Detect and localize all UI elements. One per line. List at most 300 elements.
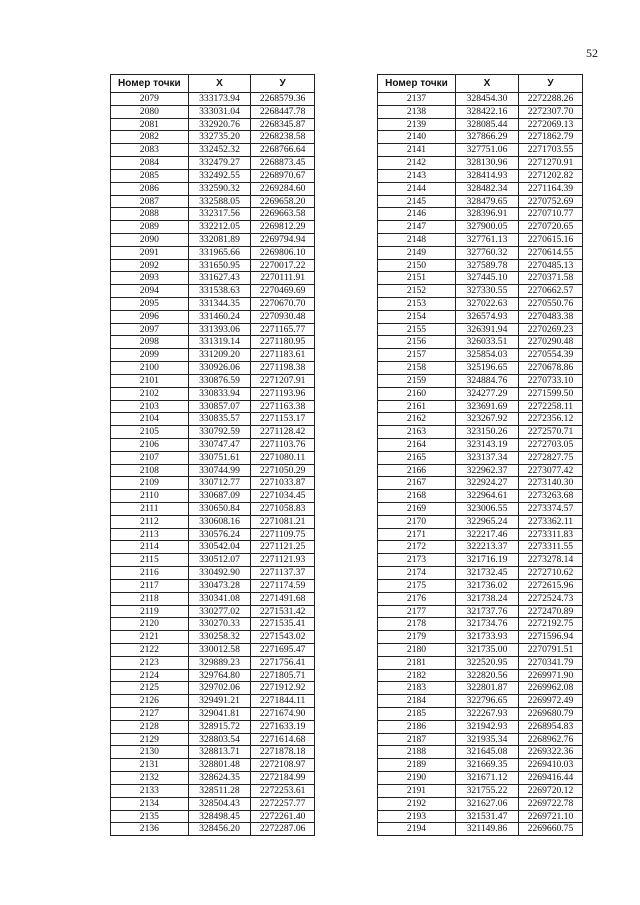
point-number-cell: 2193 (378, 810, 456, 823)
x-cell: 327760.32 (456, 246, 519, 259)
table-row (378, 387, 583, 400)
y-cell: 2271844.11 (251, 695, 315, 708)
table-row (378, 131, 583, 144)
point-number-cell: 2121 (111, 631, 189, 644)
table-row (378, 733, 583, 746)
x-cell: 333031.04 (188, 105, 251, 118)
x-cell: 325854.03 (456, 349, 519, 362)
y-cell: 2271207.91 (251, 374, 315, 387)
y-cell: 2271137.37 (251, 567, 315, 580)
y-cell: 2268873.45 (251, 157, 315, 170)
x-cell: 332212.05 (188, 221, 251, 234)
y-cell: 2268447.78 (251, 105, 315, 118)
table-row (111, 823, 315, 836)
point-number-cell: 2142 (378, 157, 456, 170)
y-cell: 2273311.55 (519, 541, 583, 554)
table-row (378, 618, 583, 631)
table-row (378, 298, 583, 311)
point-number-cell: 2106 (111, 438, 189, 451)
table-row (111, 810, 315, 823)
x-cell: 328454.30 (456, 93, 519, 106)
y-cell: 2271121.93 (251, 554, 315, 567)
x-cell: 325196.65 (456, 362, 519, 375)
x-cell: 328414.93 (456, 169, 519, 182)
y-cell: 2270554.39 (519, 349, 583, 362)
x-cell: 328085.44 (456, 118, 519, 131)
point-number-cell: 2084 (111, 157, 189, 170)
table-row (111, 400, 315, 413)
point-number-cell: 2088 (111, 208, 189, 221)
y-cell: 2272108.97 (251, 759, 315, 772)
y-cell: 2272524.73 (519, 592, 583, 605)
y-cell: 2270752.69 (519, 195, 583, 208)
point-number-cell: 2126 (111, 695, 189, 708)
point-number-cell: 2099 (111, 349, 189, 362)
x-cell: 332317.56 (188, 208, 251, 221)
x-cell: 332588.05 (188, 195, 251, 208)
point-number-cell: 2115 (111, 554, 189, 567)
x-cell: 331538.63 (188, 285, 251, 298)
point-number-cell: 2182 (378, 669, 456, 682)
y-cell: 2270615.16 (519, 233, 583, 246)
x-cell: 330687.09 (188, 490, 251, 503)
table-row (378, 759, 583, 772)
table-row (378, 720, 583, 733)
table-row (378, 105, 583, 118)
x-cell: 330712.77 (188, 477, 251, 490)
x-cell: 328511.28 (188, 784, 251, 797)
y-cell: 2269794.94 (251, 233, 315, 246)
y-cell: 2272307.70 (519, 105, 583, 118)
point-number-cell: 2171 (378, 528, 456, 541)
table-row (111, 438, 315, 451)
y-cell: 2270483.38 (519, 310, 583, 323)
table-row (111, 310, 315, 323)
point-number-cell: 2114 (111, 541, 189, 554)
table-row (378, 528, 583, 541)
y-cell: 2269322.36 (519, 746, 583, 759)
y-cell: 2269663.58 (251, 208, 315, 221)
y-cell: 2273278.14 (519, 554, 583, 567)
point-number-cell: 2188 (378, 746, 456, 759)
x-cell: 331393.06 (188, 323, 251, 336)
x-cell: 322801.87 (456, 682, 519, 695)
table-row (378, 438, 583, 451)
point-number-cell: 2183 (378, 682, 456, 695)
table-row (378, 669, 583, 682)
x-cell: 321735.00 (456, 643, 519, 656)
table-row (111, 605, 315, 618)
point-number-cell: 2080 (111, 105, 189, 118)
x-cell: 332590.32 (188, 182, 251, 195)
point-number-cell: 2089 (111, 221, 189, 234)
x-cell: 321716.19 (456, 554, 519, 567)
point-number-cell: 2168 (378, 490, 456, 503)
table-row (378, 810, 583, 823)
table-row (111, 579, 315, 592)
point-number-cell: 2092 (111, 259, 189, 272)
y-cell: 2269284.60 (251, 182, 315, 195)
y-cell: 2272570.71 (519, 426, 583, 439)
y-cell: 2270550.76 (519, 298, 583, 311)
table-row (378, 362, 583, 375)
x-cell: 323143.19 (456, 438, 519, 451)
x-cell: 331460.24 (188, 310, 251, 323)
y-cell: 2271202.82 (519, 169, 583, 182)
x-cell: 321733.93 (456, 631, 519, 644)
y-cell: 2271695.47 (251, 643, 315, 656)
x-cell: 321734.76 (456, 618, 519, 631)
y-cell: 2271183.61 (251, 349, 315, 362)
x-cell: 330926.06 (188, 362, 251, 375)
point-number-cell: 2177 (378, 605, 456, 618)
point-number-cell: 2181 (378, 656, 456, 669)
y-cell: 2271198.38 (251, 362, 315, 375)
point-number-cell: 2109 (111, 477, 189, 490)
point-number-cell: 2104 (111, 413, 189, 426)
point-number-cell: 2129 (111, 733, 189, 746)
x-cell: 330341.08 (188, 592, 251, 605)
x-cell: 331627.43 (188, 272, 251, 285)
table-row (111, 759, 315, 772)
point-number-cell: 2111 (111, 503, 189, 516)
y-cell: 2272470.89 (519, 605, 583, 618)
y-cell: 2270733.10 (519, 374, 583, 387)
y-cell: 2271174.59 (251, 579, 315, 592)
table-row (378, 515, 583, 528)
point-number-cell: 2125 (111, 682, 189, 695)
point-number-cell: 2147 (378, 221, 456, 234)
y-cell: 2273362.11 (519, 515, 583, 528)
y-cell: 2271543.02 (251, 631, 315, 644)
x-cell: 330608.16 (188, 515, 251, 528)
table-row (378, 400, 583, 413)
point-number-cell: 2119 (111, 605, 189, 618)
point-number-cell: 2156 (378, 336, 456, 349)
y-cell: 2273374.57 (519, 503, 583, 516)
table-row (111, 784, 315, 797)
point-number-cell: 2124 (111, 669, 189, 682)
y-cell: 2271180.95 (251, 336, 315, 349)
y-cell: 2270710.77 (519, 208, 583, 221)
table-row (378, 426, 583, 439)
table-row (111, 656, 315, 669)
table-row (378, 605, 583, 618)
table-row (111, 413, 315, 426)
y-cell: 2270469.69 (251, 285, 315, 298)
x-cell: 323691.69 (456, 400, 519, 413)
header-y: У (251, 75, 315, 93)
y-cell: 2270662.57 (519, 285, 583, 298)
x-cell: 327751.06 (456, 144, 519, 157)
table-row (111, 490, 315, 503)
x-cell: 328813.71 (188, 746, 251, 759)
y-cell: 2272710.62 (519, 567, 583, 580)
x-cell: 321736.02 (456, 579, 519, 592)
y-cell: 2271050.29 (251, 464, 315, 477)
point-number-cell: 2079 (111, 93, 189, 106)
point-number-cell: 2127 (111, 708, 189, 721)
y-cell: 2270111.91 (251, 272, 315, 285)
x-cell: 330835.57 (188, 413, 251, 426)
point-number-cell: 2108 (111, 464, 189, 477)
table-row (111, 682, 315, 695)
y-cell: 2268766.64 (251, 144, 315, 157)
point-number-cell: 2135 (111, 810, 189, 823)
x-cell: 327022.63 (456, 298, 519, 311)
table-row (378, 118, 583, 131)
x-cell: 328396.91 (456, 208, 519, 221)
y-cell: 2270017.22 (251, 259, 315, 272)
header-x: X (188, 75, 251, 93)
x-cell: 328422.16 (456, 105, 519, 118)
x-cell: 327866.29 (456, 131, 519, 144)
table-row (111, 567, 315, 580)
point-number-cell: 2186 (378, 720, 456, 733)
table-row (111, 695, 315, 708)
x-cell: 332735.20 (188, 131, 251, 144)
table-row (378, 554, 583, 567)
point-number-cell: 2169 (378, 503, 456, 516)
point-number-cell: 2105 (111, 426, 189, 439)
x-cell: 329889.23 (188, 656, 251, 669)
point-number-cell: 2154 (378, 310, 456, 323)
y-cell: 2271109.75 (251, 528, 315, 541)
table-row (378, 784, 583, 797)
x-cell: 331344.35 (188, 298, 251, 311)
table-row (111, 93, 315, 106)
point-number-cell: 2081 (111, 118, 189, 131)
y-cell: 2268954.83 (519, 720, 583, 733)
point-number-cell: 2086 (111, 182, 189, 195)
y-cell: 2269658.20 (251, 195, 315, 208)
y-cell: 2269721.10 (519, 810, 583, 823)
y-cell: 2269962.08 (519, 682, 583, 695)
table-row (378, 643, 583, 656)
x-cell: 326574.93 (456, 310, 519, 323)
x-cell: 330650.84 (188, 503, 251, 516)
y-cell: 2271103.76 (251, 438, 315, 451)
x-cell: 327330.55 (456, 285, 519, 298)
point-number-cell: 2165 (378, 451, 456, 464)
x-cell: 332479.27 (188, 157, 251, 170)
table-row (111, 182, 315, 195)
y-cell: 2271164.39 (519, 182, 583, 195)
point-number-cell: 2103 (111, 400, 189, 413)
table-row (378, 221, 583, 234)
point-number-cell: 2110 (111, 490, 189, 503)
point-number-cell: 2091 (111, 246, 189, 259)
y-cell: 2272184.99 (251, 772, 315, 785)
y-cell: 2271805.71 (251, 669, 315, 682)
point-number-cell: 2174 (378, 567, 456, 580)
table-row (378, 567, 583, 580)
table-row (378, 195, 583, 208)
x-cell: 330473.28 (188, 579, 251, 592)
table-row (111, 733, 315, 746)
point-number-cell: 2173 (378, 554, 456, 567)
point-number-cell: 2153 (378, 298, 456, 311)
coordinates-table-left (110, 74, 315, 836)
point-number-cell: 2093 (111, 272, 189, 285)
point-number-cell: 2132 (111, 772, 189, 785)
point-number-cell: 2146 (378, 208, 456, 221)
x-cell: 330277.02 (188, 605, 251, 618)
x-cell: 327900.05 (456, 221, 519, 234)
table-row (378, 349, 583, 362)
table-row (111, 131, 315, 144)
y-cell: 2269416.44 (519, 772, 583, 785)
table-row (378, 310, 583, 323)
header-point-number: Номер точки (378, 75, 456, 93)
x-cell: 322820.56 (456, 669, 519, 682)
x-cell: 322520.95 (456, 656, 519, 669)
point-number-cell: 2094 (111, 285, 189, 298)
table-row (111, 387, 315, 400)
point-number-cell: 2128 (111, 720, 189, 733)
x-cell: 333173.94 (188, 93, 251, 106)
point-number-cell: 2190 (378, 772, 456, 785)
x-cell: 322213.37 (456, 541, 519, 554)
x-cell: 327589.78 (456, 259, 519, 272)
y-cell: 2269812.29 (251, 221, 315, 234)
x-cell: 324884.76 (456, 374, 519, 387)
x-cell: 328504.43 (188, 797, 251, 810)
point-number-cell: 2163 (378, 426, 456, 439)
y-cell: 2273263.68 (519, 490, 583, 503)
point-number-cell: 2083 (111, 144, 189, 157)
point-number-cell: 2144 (378, 182, 456, 195)
table-row (111, 233, 315, 246)
x-cell: 330270.33 (188, 618, 251, 631)
y-cell: 2271033.87 (251, 477, 315, 490)
y-cell: 2273077.42 (519, 464, 583, 477)
x-cell: 329764.80 (188, 669, 251, 682)
y-cell: 2271080.11 (251, 451, 315, 464)
table-row (111, 772, 315, 785)
point-number-cell: 2123 (111, 656, 189, 669)
point-number-cell: 2189 (378, 759, 456, 772)
table-row (111, 669, 315, 682)
y-cell: 2270290.48 (519, 336, 583, 349)
point-number-cell: 2087 (111, 195, 189, 208)
x-cell: 330744.99 (188, 464, 251, 477)
y-cell: 2269410.03 (519, 759, 583, 772)
y-cell: 2270371.58 (519, 272, 583, 285)
point-number-cell: 2191 (378, 784, 456, 797)
table-row (378, 336, 583, 349)
x-cell: 321627.06 (456, 797, 519, 810)
x-cell: 330751.61 (188, 451, 251, 464)
table-row (111, 157, 315, 170)
x-cell: 323150.26 (456, 426, 519, 439)
y-cell: 2271058.83 (251, 503, 315, 516)
table-row (378, 182, 583, 195)
table-row (378, 695, 583, 708)
y-cell: 2271491.68 (251, 592, 315, 605)
x-cell: 322267.93 (456, 708, 519, 721)
point-number-cell: 2145 (378, 195, 456, 208)
y-cell: 2272261.40 (251, 810, 315, 823)
y-cell: 2270614.55 (519, 246, 583, 259)
x-cell: 326391.94 (456, 323, 519, 336)
table-row (378, 93, 583, 106)
x-cell: 322217.46 (456, 528, 519, 541)
coordinates-table-right (377, 74, 583, 836)
table-row (111, 477, 315, 490)
x-cell: 326033.51 (456, 336, 519, 349)
x-cell: 322962.37 (456, 464, 519, 477)
point-number-cell: 2116 (111, 567, 189, 580)
x-cell: 330492.90 (188, 567, 251, 580)
table-row (111, 618, 315, 631)
table-row (111, 631, 315, 644)
x-cell: 329041.81 (188, 708, 251, 721)
x-cell: 322965.24 (456, 515, 519, 528)
table-row (111, 298, 315, 311)
table-row (378, 592, 583, 605)
y-cell: 2271081.21 (251, 515, 315, 528)
point-number-cell: 2162 (378, 413, 456, 426)
point-number-cell: 2170 (378, 515, 456, 528)
point-number-cell: 2140 (378, 131, 456, 144)
y-cell: 2269806.10 (251, 246, 315, 259)
x-cell: 321738.24 (456, 592, 519, 605)
y-cell: 2271756.41 (251, 656, 315, 669)
table-row (378, 708, 583, 721)
point-number-cell: 2151 (378, 272, 456, 285)
point-number-cell: 2118 (111, 592, 189, 605)
x-cell: 330792.59 (188, 426, 251, 439)
y-cell: 2272258.11 (519, 400, 583, 413)
table-row (111, 515, 315, 528)
table-row (111, 208, 315, 221)
table-row (378, 797, 583, 810)
y-cell: 2271128.42 (251, 426, 315, 439)
point-number-cell: 2096 (111, 310, 189, 323)
y-cell: 2271193.96 (251, 387, 315, 400)
table-row (378, 772, 583, 785)
point-number-cell: 2117 (111, 579, 189, 592)
point-number-cell: 2112 (111, 515, 189, 528)
table-row (111, 592, 315, 605)
y-cell: 2272703.05 (519, 438, 583, 451)
table-row (378, 541, 583, 554)
table-row (111, 169, 315, 182)
table-row (378, 144, 583, 157)
x-cell: 322964.61 (456, 490, 519, 503)
table-row (111, 259, 315, 272)
table-row (378, 157, 583, 170)
point-number-cell: 2095 (111, 298, 189, 311)
point-number-cell: 2131 (111, 759, 189, 772)
header-point-number: Номер точки (111, 75, 189, 93)
y-cell: 2270670.70 (251, 298, 315, 311)
table-row (378, 464, 583, 477)
point-number-cell: 2167 (378, 477, 456, 490)
x-cell: 321669.35 (456, 759, 519, 772)
y-cell: 2272069.13 (519, 118, 583, 131)
table-row (378, 169, 583, 182)
y-cell: 2271674.90 (251, 708, 315, 721)
point-number-cell: 2101 (111, 374, 189, 387)
table-row (378, 246, 583, 259)
table-row (111, 374, 315, 387)
point-number-cell: 2161 (378, 400, 456, 413)
y-cell: 2270269.23 (519, 323, 583, 336)
x-cell: 331650.95 (188, 259, 251, 272)
table-row (111, 720, 315, 733)
